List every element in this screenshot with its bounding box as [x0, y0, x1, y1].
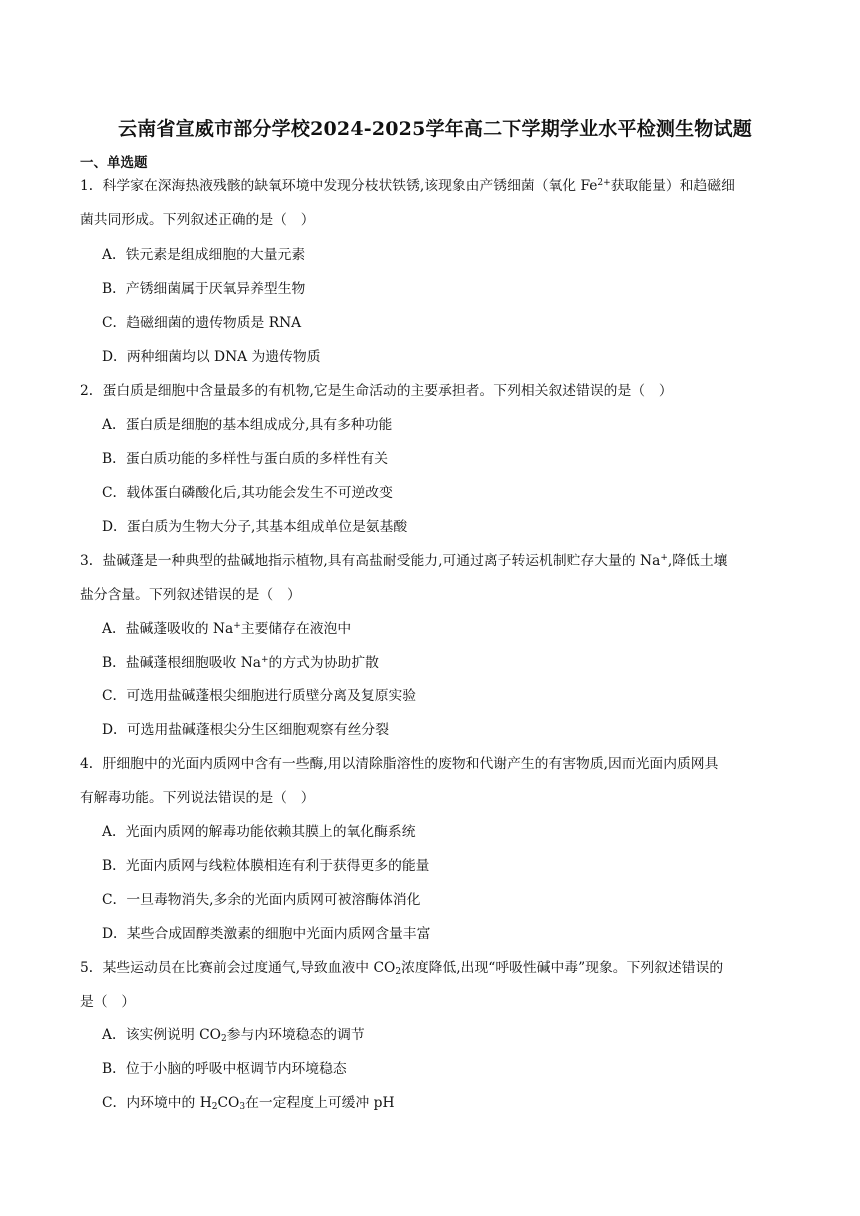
question-4-option-a: A．光面内质网的解毒功能依赖其膜上的氧化酶系统	[102, 824, 416, 840]
question-4-option-b: B．光面内质网与线粒体膜相连有利于获得更多的能量	[102, 858, 430, 874]
question-2-option-c: C．载体蛋白磷酸化后,其功能会发生不可逆改变	[102, 485, 393, 501]
question-3-option-b: B．盐碱蓬根细胞吸收 Na+的方式为协助扩散	[102, 655, 379, 671]
question-5-stem-line-2: 是（ ）	[80, 994, 136, 1010]
question-2-option-d: D．蛋白质为生物大分子,其基本组成单位是氨基酸	[102, 519, 408, 535]
question-5-option-c: C．内环境中的 $H_2CO_3$在一定程度上可缓冲 pH	[102, 1095, 395, 1112]
question-4-option-d: D．某些合成固醇类激素的细胞中光面内质网含量丰富	[102, 926, 431, 942]
question-1-option-a: A．铁元素是组成细胞的大量元素	[102, 247, 306, 263]
question-3-option-d: D．可选用盐碱蓬根尖分生区细胞观察有丝分裂	[102, 722, 389, 738]
question-3-option-c: C．可选用盐碱蓬根尖细胞进行质壁分离及复原实验	[102, 688, 417, 704]
section-heading: 一、单选题	[80, 155, 148, 171]
question-1-stem-line-2: 菌共同形成。下列叙述正确的是（ ）	[80, 212, 315, 228]
question-2-option-a: A．蛋白质是细胞的基本组成成分,具有多种功能	[102, 417, 393, 433]
question-4-stem-line-2: 有解毒功能。下列说法错误的是（ ）	[80, 790, 315, 806]
question-1-option-c: C．趋磁细菌的遗传物质是 RNA	[102, 315, 302, 331]
question-5-option-a: A．该实例说明 $CO_2$参与内环境稳态的调节	[102, 1027, 365, 1044]
question-3-option-a: A．盐碱蓬吸收的 Na+主要储存在液泡中	[102, 621, 352, 637]
question-3-stem-line-2: 盐分含量。下列叙述错误的是（ ）	[80, 587, 301, 603]
question-1-stem-line-1: 1．科学家在深海热液残骸的缺氧环境中发现分枝状铁锈,该现象由产锈细菌（氧化 $Fe^{2+}$获取能量）和趋磁细	[80, 178, 735, 194]
question-5-option-b: B．位于小脑的呼吸中枢调节内环境稳态	[102, 1061, 347, 1077]
question-1-option-d: D．两种细菌均以 DNA 为遗传物质	[102, 349, 321, 365]
question-5-stem-line-1: 5．某些运动员在比赛前会过度通气,导致血液中 $CO_2$浓度降低,出现“呼吸性碱中毒”现象。下列叙述错误的	[80, 960, 724, 977]
question-4-stem-line-1: 4．肝细胞中的光面内质网中含有一些酶,用以清除脂溶性的废物和代谢产生的有害物质,因而光面内质网具	[80, 756, 719, 772]
question-2-stem-line-1: 2．蛋白质是细胞中含量最多的有机物,它是生命活动的主要承担者。下列相关叙述错误的是（ ）	[80, 383, 673, 399]
question-1-option-b: B．产锈细菌属于厌氧异养型生物	[102, 281, 306, 297]
question-3-stem-line-1: 3．盐碱蓬是一种典型的盐碱地指示植物,具有高盐耐受能力,可通过离子转运机制贮存大量的 Na+,降低土壤	[80, 553, 728, 569]
question-2-option-b: B．蛋白质功能的多样性与蛋白质的多样性有关	[102, 451, 389, 467]
document-title: 云南省宣威市部分学校2024-2025学年高二下学期学业水平检测生物试题	[118, 118, 752, 140]
question-4-option-c: C．一旦毒物消失,多余的光面内质网可被溶酶体消化	[102, 892, 421, 908]
